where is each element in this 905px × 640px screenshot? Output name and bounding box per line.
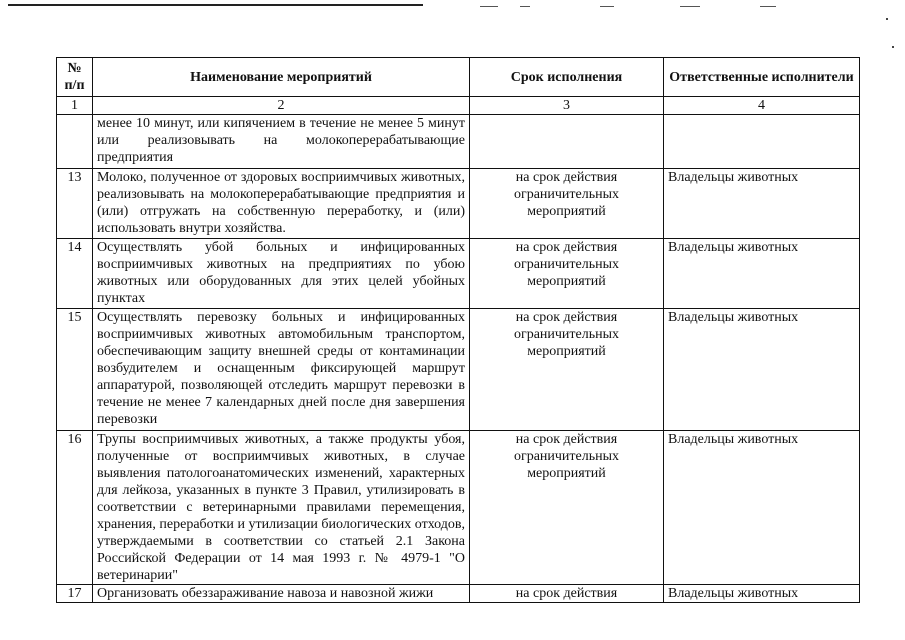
row-number: 16 (57, 431, 93, 585)
table-row (57, 309, 860, 431)
column-numbers-row (57, 97, 860, 115)
term-text: на срок действия ограничительных мероприятий (470, 431, 664, 585)
measure-text: Осуществлять перевозку больных и инфицированных восприимчивых животных автомобильным транспортом, обеспечивающим защиту внешней среды от контаминации возбудителем и оснащенным фиксирующей маршрут аппаратурой, позволяющей отследить маршрут перевозки в течение не менее 7 календарных дней после дня завершения перевозки (93, 309, 470, 431)
scan-artifact (886, 18, 888, 20)
responsible-text: Владельцы животных (664, 169, 860, 239)
term-text: на срок действия (470, 585, 664, 603)
row-number: 13 (57, 169, 93, 239)
term-text: на срок действия ограничительных мероприятий (470, 309, 664, 431)
measures-table (56, 57, 860, 603)
measure-text: Молоко, полученное от здоровых восприимчивых животных, реализовывать на молокоперерабатывающие предприятия и (или) отгружать на собственную переработку, и (или) использовать внутри хозяйства. (93, 169, 470, 239)
scan-artifact (892, 46, 894, 48)
responsible-text: Владельцы животных (664, 309, 860, 431)
row-number: 15 (57, 309, 93, 431)
scan-artifact (680, 6, 700, 7)
responsible-text (664, 115, 860, 169)
column-number: 2 (93, 97, 470, 115)
scan-artifact (520, 6, 530, 7)
responsible-text: Владельцы животных (664, 239, 860, 309)
column-number: 1 (57, 97, 93, 115)
scan-artifact (480, 6, 498, 7)
header-term: Срок исполнения (470, 58, 664, 97)
table-row (57, 585, 860, 603)
measure-text: Трупы восприимчивых животных, а также продукты убоя, полученные от восприимчивых животных, в случае выявления патологоанатомических изменений, характерных для лейкоза, указанных в пункте 3 Правил, утилизировать в соответствии с ветеринарными правилами перемещения, хранения, переработки и утилизации биологических отходов, утверждаемыми в соответствии со статьей 2.1 Закона Российской Федерации от 14 мая 1993 г. № 4979-1 "О ветеринарии" (93, 431, 470, 585)
measure-text: Организовать обеззараживание навоза и навозной жижи (93, 585, 470, 603)
column-number: 4 (664, 97, 860, 115)
table-row (57, 115, 860, 169)
header-num: № п/п (57, 58, 93, 97)
column-number: 3 (470, 97, 664, 115)
measure-text: менее 10 минут, или кипячением в течение не менее 5 минут или реализовывать на молокоперерабатывающие предприятия (93, 115, 470, 169)
term-text (470, 115, 664, 169)
row-number: 14 (57, 239, 93, 309)
table-row (57, 169, 860, 239)
header-name: Наименование мероприятий (93, 58, 470, 97)
responsible-text: Владельцы животных (664, 431, 860, 585)
top-rule (8, 4, 423, 6)
term-text: на срок действия ограничительных мероприятий (470, 169, 664, 239)
table-row (57, 239, 860, 309)
header-row (57, 58, 860, 97)
scan-artifact (760, 6, 776, 7)
scan-artifact (600, 6, 614, 7)
header-resp: Ответственные исполнители (664, 58, 860, 97)
measure-text: Осуществлять убой больных и инфицированных восприимчивых животных на предприятиях по убою животных или оборудованных для этих целей убойных пунктах (93, 239, 470, 309)
row-number: 17 (57, 585, 93, 603)
term-text: на срок действия ограничительных мероприятий (470, 239, 664, 309)
responsible-text: Владельцы животных (664, 585, 860, 603)
row-number (57, 115, 93, 169)
table-row (57, 431, 860, 585)
